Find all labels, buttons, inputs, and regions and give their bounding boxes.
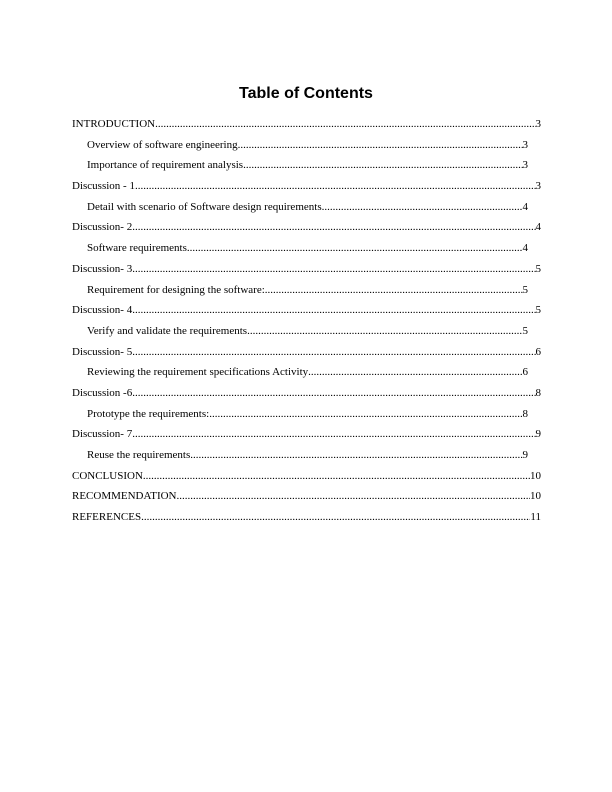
toc-entry-label: Discussion- 2 (72, 221, 133, 234)
dot-leader (238, 135, 523, 156)
toc-subentry[interactable] (0, 445, 612, 466)
toc-entry-row (72, 486, 541, 507)
dot-leader (190, 445, 522, 466)
toc-page-number: 3 (522, 138, 528, 151)
toc-subentry[interactable] (0, 197, 612, 218)
toc-entry-label: Reuse the requirements (87, 449, 191, 461)
toc-subentry[interactable] (0, 321, 612, 342)
toc-entry-row (72, 217, 541, 238)
dot-leader (187, 238, 523, 259)
toc-entry[interactable] (0, 300, 612, 321)
dot-leader (177, 486, 531, 507)
dot-leader (265, 280, 523, 301)
toc-entry[interactable] (0, 114, 612, 135)
dot-leader (132, 217, 535, 238)
toc-entry-row (72, 507, 541, 528)
toc-entry[interactable] (0, 342, 612, 363)
toc-page-number: 6 (535, 345, 541, 358)
toc-page-number: 8 (535, 386, 541, 399)
toc-page-number: 10 (530, 490, 541, 503)
toc-entry-row (87, 321, 528, 342)
dot-leader (141, 507, 530, 528)
dot-leader (132, 259, 535, 280)
toc-entry-row (87, 197, 528, 218)
toc-page-number: 5 (522, 283, 528, 296)
toc-entry-label: CONCLUSION (72, 469, 143, 482)
toc-subentry[interactable] (0, 362, 612, 383)
toc-entry-label: Verify and validate the requirements (87, 324, 248, 337)
toc-subentry[interactable] (0, 238, 612, 259)
toc-entry-label: Prototype the requirements: (87, 407, 210, 420)
toc-subentry[interactable] (0, 280, 612, 301)
toc-entry-label: RECOMMENDATION (72, 490, 177, 503)
toc-entry[interactable] (0, 259, 612, 280)
toc-entry-row (72, 176, 541, 197)
dot-leader (209, 404, 522, 425)
toc-entry-row (87, 280, 528, 301)
dot-leader (132, 342, 535, 363)
toc-subentry[interactable] (0, 404, 612, 425)
toc-entry-label: Detail with scenario of Software design requirements (87, 200, 322, 213)
dot-leader (322, 197, 523, 218)
toc-entry-row (87, 155, 528, 176)
dot-leader (132, 424, 535, 445)
toc-page-number: 3 (535, 118, 541, 130)
toc-entry[interactable] (0, 383, 612, 404)
toc-entry[interactable] (0, 507, 612, 528)
toc-entry-row (72, 300, 541, 321)
toc-entry-label: Discussion - 1 (72, 180, 135, 193)
toc-entry-row (87, 362, 528, 383)
toc-entry[interactable] (0, 466, 612, 487)
toc-entry-row (87, 135, 528, 156)
toc-subentry[interactable] (0, 155, 612, 176)
toc-entry-label: Importance of requirement analysis (87, 159, 244, 172)
toc-page-number: 4 (535, 221, 541, 234)
dot-leader (135, 176, 536, 197)
toc-entry[interactable] (0, 424, 612, 445)
toc-page-number: 3 (522, 159, 528, 172)
dot-leader (143, 466, 530, 487)
toc-page-number: 9 (535, 428, 541, 441)
dot-leader (243, 155, 522, 176)
toc-entry-label: Software requirements (87, 242, 187, 255)
toc-entry-row (72, 342, 541, 363)
toc-page-number: 3 (535, 180, 541, 193)
toc-entry-row (72, 383, 541, 404)
toc-entry-label: Discussion- 4 (72, 304, 133, 317)
toc-entry-row (72, 114, 541, 135)
toc-entry-row (87, 445, 528, 466)
dot-leader (132, 383, 535, 404)
toc-entry-row (72, 466, 541, 487)
toc-title: Table of Contents (239, 85, 373, 102)
toc-page-number: 8 (522, 407, 528, 420)
toc-page-number: 11 (530, 511, 541, 524)
toc-entry-row (72, 259, 541, 280)
toc-subentry[interactable] (0, 135, 612, 156)
toc-entry-label: Overview of software engineering (87, 138, 238, 151)
toc-page-number: 10 (530, 469, 541, 482)
toc-entry[interactable] (0, 486, 612, 507)
toc-entry[interactable] (0, 217, 612, 238)
toc-entry-label: Discussion- 7 (72, 428, 133, 441)
toc-entry-label: Discussion -6 (72, 386, 133, 399)
toc-page-number: 5 (535, 262, 541, 275)
toc-entry-row (87, 238, 528, 259)
toc-page-number: 6 (522, 366, 528, 379)
toc-entry-label: Discussion- 5 (72, 345, 133, 358)
dot-leader (308, 362, 522, 383)
dot-leader (247, 321, 522, 342)
dot-leader (155, 114, 535, 135)
toc-page-number: 4 (522, 200, 528, 213)
toc-page-number: 5 (522, 324, 528, 337)
toc-entry-row (72, 424, 541, 445)
toc-entry-row (87, 404, 528, 425)
toc-page-number: 9 (522, 449, 528, 461)
toc-entry-label: Requirement for designing the software: (87, 283, 265, 296)
toc-entry-label: Reviewing the requirement specifications Activity (87, 366, 309, 379)
toc-entry-label: INTRODUCTION (72, 118, 156, 130)
toc-entry[interactable] (0, 176, 612, 197)
toc-page-number: 5 (535, 304, 541, 317)
toc-page-number: 4 (522, 242, 528, 255)
toc-entry-label: REFERENCES (72, 511, 142, 524)
toc-entry-label: Discussion- 3 (72, 262, 133, 275)
dot-leader (132, 300, 535, 321)
table-of-contents (0, 114, 612, 528)
